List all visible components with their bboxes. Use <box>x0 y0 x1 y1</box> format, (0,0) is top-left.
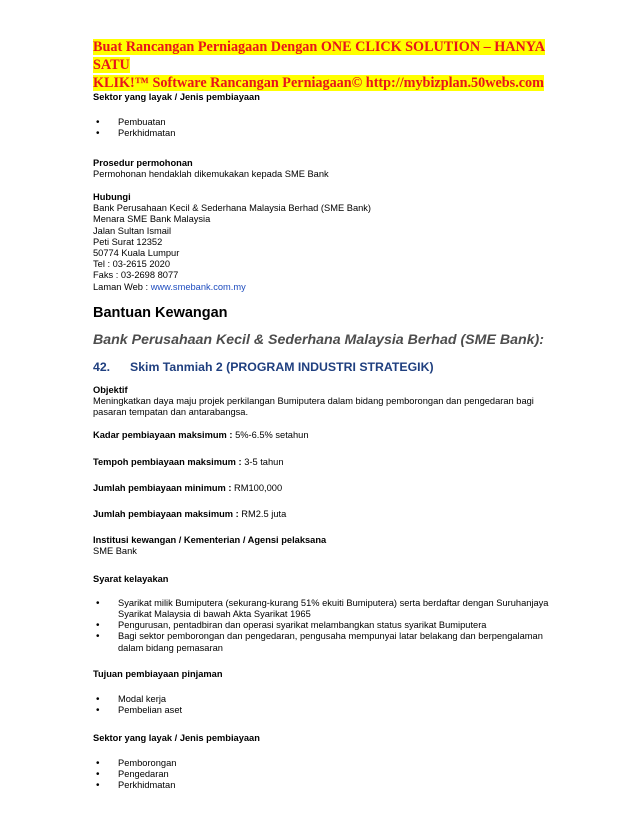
institusi-heading: Institusi kewangan / Kementerian / Agensi pelaksana <box>93 535 327 546</box>
list-item: • Modal kerja <box>93 694 563 705</box>
kadar-value: 5%-6.5% setahun <box>235 430 309 441</box>
tujuan-list <box>93 694 563 716</box>
list-item: • Bagi sektor pemborongan dan pengedaran, pengusaha mempunyai latar belakang dan berpengalaman dalam bidang pemasaran <box>93 631 563 653</box>
sektor-bottom-list <box>93 758 563 792</box>
banner-line-2: KLIK!™ Software Rancangan Perniagaan© http://mybizplan.50webs.com <box>93 75 544 91</box>
tempoh-row <box>93 457 563 468</box>
promo-banner <box>93 38 563 92</box>
jumlah-min-label: Jumlah pembiayaan minimum : <box>93 482 235 493</box>
bank-heading: Bank Perusahaan Kecil & Sederhana Malaysia Berhad (SME Bank): <box>93 331 545 348</box>
document-page <box>93 38 563 791</box>
sektor-top-list <box>93 117 563 139</box>
bantuan-kewangan-heading: Bantuan Kewangan <box>93 304 228 321</box>
address-line: 50774 Kuala Lumpur <box>93 248 180 259</box>
tempoh-label: Tempoh pembiayaan maksimum : <box>93 456 245 467</box>
institusi-value: SME Bank <box>93 546 137 557</box>
website-label: Laman Web : <box>93 281 151 292</box>
kadar-row <box>93 430 563 441</box>
hubungi-heading: Hubungi <box>93 192 131 203</box>
address-line: Peti Surat 12352 <box>93 236 163 247</box>
tempoh-value: 3-5 tahun <box>244 456 284 467</box>
jumlah-max-value: RM2.5 juta <box>241 509 287 520</box>
objektif-text-1: Meningkatkan daya maju projek perkilangan Bumiputera dalam bidang pemborongan dan pengedaran bagi <box>93 396 534 407</box>
objektif-heading: Objektif <box>93 384 128 395</box>
address-line: Jalan Sultan Ismail <box>93 225 172 236</box>
kadar-label: Kadar pembiayaan maksimum : <box>93 430 236 441</box>
address-line: Bank Perusahaan Kecil & Sederhana Malaysia Berhad (SME Bank) <box>93 203 372 214</box>
prosedur-heading: Prosedur permohonan <box>93 157 193 168</box>
tujuan-heading: Tujuan pembiayaan pinjaman <box>93 668 223 679</box>
skim-number: 42. <box>93 359 111 374</box>
jumlah-max-row <box>93 509 563 520</box>
list-item: • Pengurusan, pentadbiran dan operasi syarikat melambangkan status syarikat Bumiputera <box>93 620 563 631</box>
list-item: • Perkhidmatan <box>93 128 563 139</box>
website-line <box>93 282 563 293</box>
address-line: Menara SME Bank Malaysia <box>93 214 211 225</box>
phone-line: Tel : 03-2615 2020 <box>93 259 171 270</box>
list-item: • Pembuatan <box>93 117 563 128</box>
list-item: • Pemborongan <box>93 758 563 769</box>
list-item: • Perkhidmatan <box>93 780 563 791</box>
jumlah-max-label: Jumlah pembiayaan maksimum : <box>93 509 242 520</box>
syarat-heading: Syarat kelayakan <box>93 573 169 584</box>
list-item: • Pembelian aset <box>93 705 563 716</box>
banner-line-1: Buat Rancangan Perniagaan Dengan ONE CLICK SOLUTION – HANYA SATU <box>93 39 545 73</box>
list-item: • Pengedaran <box>93 769 563 780</box>
website-link[interactable]: www.smebank.com.my <box>150 281 246 292</box>
sektor-top-heading: Sektor yang layak / Jenis pembiayaan <box>93 92 260 102</box>
list-item: • Syarikat milik Bumiputera (sekurang-kurang 51% ekuiti Bumiputera) serta berdaftar dengan Suruhanjaya Syarikat Malaysia di bawah Akta Syarikat 1965 <box>93 598 563 620</box>
syarat-list <box>93 598 563 654</box>
prosedur-text: Permohonan hendaklah dikemukakan kepada SME Bank <box>93 168 329 179</box>
skim-heading <box>93 360 563 375</box>
sektor-bottom-heading: Sektor yang layak / Jenis pembiayaan <box>93 732 260 743</box>
fax-line: Faks : 03-2698 8077 <box>93 270 179 281</box>
skim-title: Skim Tanmiah 2 (PROGRAM INDUSTRI STRATEGIK) <box>130 359 434 374</box>
jumlah-min-row <box>93 483 563 494</box>
jumlah-min-value: RM100,000 <box>234 482 283 493</box>
objektif-text-2: pasaran tempatan dan antarabangsa. <box>93 407 249 418</box>
